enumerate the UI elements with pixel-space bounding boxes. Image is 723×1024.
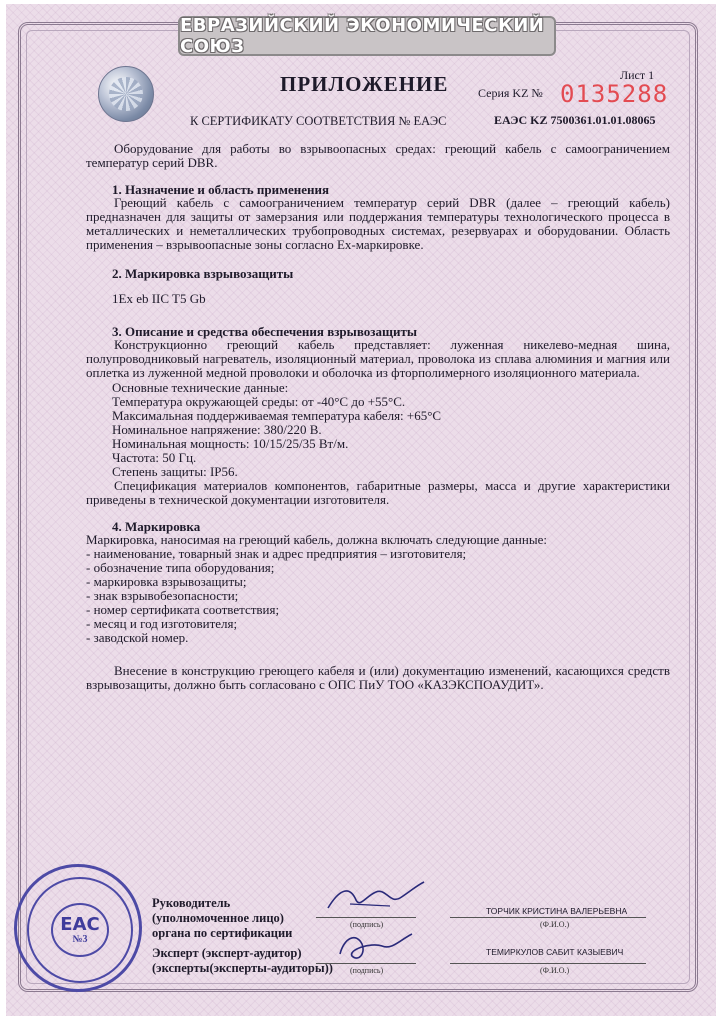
section-4-heading: 4. Маркировка xyxy=(112,519,201,534)
spec-line: Номинальное напряжение: 380/220 В. xyxy=(112,422,322,437)
hologram-icon xyxy=(98,66,154,122)
head-name-line xyxy=(450,917,646,918)
section-4-intro: Маркировка, наносимая на греющий кабель, должна включать следующие данные: xyxy=(86,532,547,547)
spec-line: Степень защиты: IP56. xyxy=(112,464,238,479)
name-caption: (Ф.И.О.) xyxy=(540,920,570,929)
official-stamp xyxy=(14,864,142,992)
intro-paragraph: Оборудование для работы во взрывоопасных средах: греющий кабель с самоограничением температур серий DBR. xyxy=(86,141,670,170)
expert-label xyxy=(152,946,333,976)
expert-name-line xyxy=(450,963,646,964)
spec-line: Максимальная поддерживаемая температура кабеля: +65°С xyxy=(112,408,442,423)
sheet-number: Лист 1 xyxy=(620,68,655,82)
section-3-heading: 3. Описание и средства обеспечения взрывозащиты xyxy=(112,324,417,339)
expert-label-line: (эксперты(эксперты-аудиторы)) xyxy=(152,961,333,975)
head-label xyxy=(152,896,292,941)
section-1-text: Греющий кабель с самоограничением температур серий DBR (далее – греющий кабель) предназначен для защиты от замерзания или поддержания температуры технологического процесса в металлических и неметаллических трубопроводных системах, резервуарах и оборудовании. Область применения – взрывоопасные зоны согласно Ex-маркировке. xyxy=(86,195,670,252)
expert-name: ТЕМИРКУЛОВ САБИТ КАЗЫЕВИЧ xyxy=(486,947,624,957)
spec-line: Температура окружающей среды: от -40°С до +55°С. xyxy=(112,394,406,409)
series-label: Серия KZ № xyxy=(478,86,543,100)
spec-line: Номинальная мощность: 10/15/25/35 Вт/м. xyxy=(112,436,349,451)
signature-caption: (подпись) xyxy=(350,920,384,929)
head-label-line: Руководитель xyxy=(152,896,231,910)
head-name: ТОРЧИК КРИСТИНА ВАЛЕРЬЕВНА xyxy=(486,906,628,916)
signature-caption: (подпись) xyxy=(350,966,384,975)
expert-label-line: Эксперт (эксперт-аудитор) xyxy=(152,946,302,960)
union-banner: ЕВРАЗИЙСКИЙ ЭКОНОМИЧЕСКИЙ СОЮЗ xyxy=(178,16,556,56)
expert-signature-line xyxy=(316,963,416,964)
page-subtitle: К СЕРТИФИКАТУ СООТВЕТСТВИЯ № ЕАЭС xyxy=(190,114,447,128)
marking-item: - маркировка взрывозащиты; xyxy=(86,574,247,589)
name-caption: (Ф.И.О.) xyxy=(540,966,570,975)
head-label-line: (уполномоченное лицо) xyxy=(152,911,284,925)
spec-line: Основные технические данные: xyxy=(112,380,289,395)
certificate-number: ЕАЭС KZ 7500361.01.01.08065 xyxy=(494,113,656,127)
spec-note: Спецификация материалов компонентов, габаритные размеры, масса и другие характеристики приведены в технической документации изготовителя. xyxy=(86,478,670,507)
closing-paragraph: Внесение в конструкцию греющего кабеля и (или) документацию изменений, касающихся средств взрывозащиты, должно быть согласовано с ОПС ПиУ ТОО «КАЗЭКСПОАУДИТ». xyxy=(86,663,670,692)
section-2-heading: 2. Маркировка взрывозащиты xyxy=(112,266,294,281)
marking-item: - обозначение типа оборудования; xyxy=(86,560,275,575)
spec-line: Частота: 50 Гц. xyxy=(112,450,197,465)
section-3-text: Конструкционно греющий кабель представляет: луженная никелево-медная шина, полупроводниковый нагреватель, изоляционный материал, проволока из сплава алюминия и магния или оплетка из луженной медной проволоки и оболочка из фторполимерного изоляционного материала. xyxy=(86,337,670,380)
decorative-frame-inner xyxy=(26,30,690,984)
marking-item: - знак взрывобезопасности; xyxy=(86,588,239,603)
ex-marking: 1Ex eb IIC T5 Gb xyxy=(112,291,206,306)
marking-item: - заводской номер. xyxy=(86,630,189,645)
section-1-heading: 1. Назначение и область применения xyxy=(112,182,330,197)
page-title: ПРИЛОЖЕНИЕ xyxy=(280,72,449,96)
series-number: 0135288 xyxy=(560,80,669,108)
marking-item: - месяц и год изготовителя; xyxy=(86,616,238,631)
expert-signature xyxy=(330,924,420,968)
stamp-core xyxy=(51,903,109,957)
head-signature-line xyxy=(316,917,416,918)
marking-item: - номер сертификата соответствия; xyxy=(86,602,280,617)
marking-item: - наименование, товарный знак и адрес предприятия – изготовителя; xyxy=(86,546,467,561)
head-label-line: органа по сертификации xyxy=(152,926,293,940)
head-signature xyxy=(320,878,430,918)
eac-mark: ЕАС xyxy=(60,913,100,935)
stamp-number: №3 xyxy=(72,933,88,945)
